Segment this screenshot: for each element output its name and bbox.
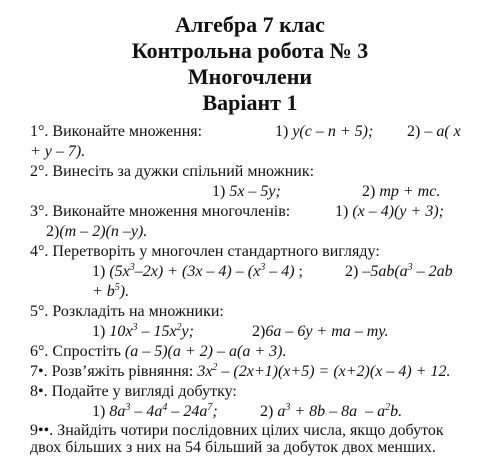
task-1-part-2-cont: + y – 7). (30, 143, 86, 160)
subject-title: Алгебра 7 клас (175, 12, 325, 37)
test-title: Контрольна робота № 3 (131, 38, 369, 63)
task-5-part-2: 2)6a – 6y + ma – my. (252, 323, 389, 340)
task-8-line-1: 8•. Подайте у вигляді добутку: (30, 383, 237, 400)
task-6: 6°. Спростіть (a – 5)(a + 2) – a(a + 3). (30, 343, 287, 360)
task-1-text: Виконайте множення: (52, 123, 203, 140)
task-4-part-2-cont: + $b^5$). (92, 282, 130, 300)
task-1-part-1: 1) y(c – n + 5); (275, 123, 374, 140)
task-2-part-1: 1) 5x – 5y; (212, 183, 281, 200)
task-9-line-2: двох більших з них на 54 більший за добуток двох менших. (30, 439, 436, 456)
task-4-part-2: 2) $-5ab(a^3 - 2ab$ (345, 262, 453, 280)
task-2-line-1: 2°. Винесіть за дужки спільний множник: (30, 163, 315, 180)
task-3-part-2: 2)(m – 2)(n –y). (46, 223, 148, 240)
task-3-part-1: 1) (x – 4)(y + 3); (335, 203, 444, 220)
task-8-part-1: 1) $8a^3 - 4a^4 - 24a^7$; (92, 402, 218, 420)
task-8-part-2: 2) $a^3 + 8b - 8a - a^2b$. (260, 402, 403, 420)
task-1-part-2: 2) – a( x (407, 123, 461, 140)
task-5-part-1: 1) $10x^3 - 15x^2y$; (92, 322, 194, 340)
task-4-part-1: 1) $(5x^3-2x) + (3x - 4) - (x^3 - 4)$ ; (92, 262, 303, 280)
task-9-line-1: 9••. Знайдіть чотири послідовних цілих числа, якщо добуток (30, 422, 444, 439)
topic-title: Многочлени (187, 64, 313, 89)
task-7: 7•. Розв’яжіть рівняння: $3x^2 - (2x+1)(x+5) = (x+2)(x - 4) + 12$. (30, 362, 451, 380)
task-3-line-1: 3°. Виконайте множення многочленів: (30, 203, 291, 220)
task-4-line-1: 4°. Перетворіть у многочлен стандартного вигляду: (30, 243, 380, 260)
task-2-part-2: 2) mp + mc. (362, 183, 441, 200)
task-1-number: 1°. (30, 123, 49, 140)
task-5-line-1: 5°. Розкладіть на множники: (30, 303, 224, 320)
variant-title: Варіант 1 (202, 90, 298, 115)
task-1-line-1 (30, 122, 202, 142)
